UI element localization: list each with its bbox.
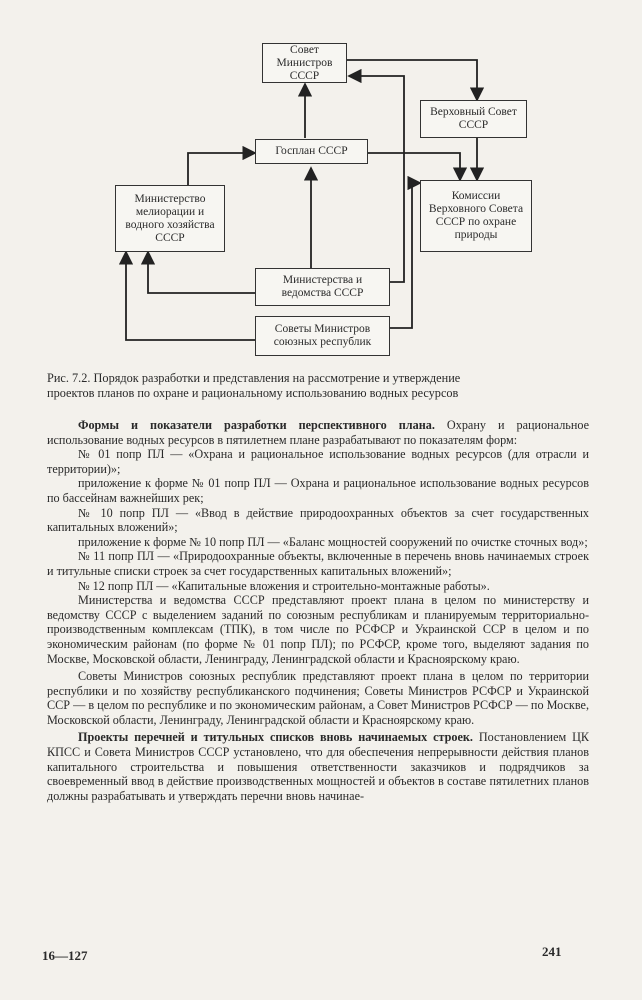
paragraph-projects bbox=[47, 730, 589, 803]
caption-line-2: проектов планов по охране и рациональному использованию водных ресурсов bbox=[47, 386, 459, 400]
arrow-council-to-supreme bbox=[347, 60, 477, 100]
arrow-councils-rep-to-council bbox=[390, 183, 412, 328]
caption-line-1: Рис. 7.2. Порядок разработки и представления на рассмотрение и утверждение bbox=[47, 371, 461, 385]
node-gosplan: Госплан СССР bbox=[255, 139, 368, 164]
paragraph-ministries: Министерства и ведомства СССР представляют проект плана в целом по министерству и ведомству СССР с выделением заданий по союзным республикам и планируемым территориально-производственным комплексам (ТПК), в том числе по РСФСР и Украинской ССР в целом и по экономическим районам (по форме № 01 попр ПЛ); по РСФСР, кроме того, выделяют задания по Москве, Московской области, Ленинграду, Ленинградской области и Красноярскому краю. bbox=[47, 593, 589, 666]
signature-mark: 16—127 bbox=[42, 948, 88, 963]
paragraph-councils: Советы Министров союзных республик представляют проект плана в целом по территории республики и по хозяйству республиканского подчинения; Советы Министров РСФСР и Украинской ССР — в целом по республике и по экономическим районам, а Совет Министров РСФСР — по Москве, Московской области, Ленинграду, Ленинградской области и Красноярскому краю. bbox=[47, 669, 589, 727]
node-council-of-ministers: Совет Министров СССР bbox=[262, 43, 347, 83]
node-supreme-soviet: Верховный Совет СССР bbox=[420, 100, 527, 138]
node-councils-republics: Советы Министров союзных республик bbox=[255, 316, 390, 356]
arrow-ministries-to-ministry-water bbox=[148, 252, 255, 293]
node-ministry-water: Министерство мелиорации и водного хозяйства СССР bbox=[115, 185, 225, 252]
paragraph-form-01: № 01 попр ПЛ — «Охрана и рациональное использование водных ресурсов (для отрасли и территории)»; bbox=[47, 447, 589, 476]
page-number: 241 bbox=[542, 944, 562, 959]
paragraph-projects-text: Постановлением ЦК КПСС и Совета Министров СССР установлено, что для обеспечения непрерывности действия планов капитального строительства и повышения ответственности заказчиков и подрядчиков за своевременный ввод в действие производственных мощностей и объектов в составе пятилетних планов должны разрабатывать и утверждать перечни вновь начинае- bbox=[47, 730, 590, 803]
paragraph-forms-text: Охрану и рациональное использование водных ресурсов в пятилетнем плане разрабатывают по показателям форм: bbox=[47, 418, 590, 447]
paragraph-form-11: № 11 попр ПЛ — «Природоохранные объекты, включенные в перечень вновь начинаемых строек и титульные списки строек за счет государственных капитальных вложений»; bbox=[47, 549, 589, 578]
arrow-gosplan-to-commissions bbox=[368, 153, 460, 180]
node-ministries: Министерства и ведомства СССР bbox=[255, 268, 390, 306]
paragraph-form-10-appendix: приложение к форме № 10 попр ПЛ — «Баланс мощностей сооружений по очистке сточных вод»; bbox=[78, 534, 588, 549]
arrow-councils-rep-to-ministry-water bbox=[126, 252, 255, 340]
arrow-ministries-to-council bbox=[349, 76, 404, 282]
paragraph-forms-intro bbox=[47, 418, 589, 447]
figure-caption bbox=[47, 371, 597, 401]
node-commissions: Комиссии Верховного Совета СССР по охране природы bbox=[420, 180, 532, 252]
paragraph-form-01-appendix: приложение к форме № 01 попр ПЛ — Охрана и рациональное использование водных ресурсов по бассейнам важнейших рек; bbox=[47, 476, 589, 505]
body-text bbox=[47, 418, 589, 803]
heading-projects: Проекты перечней и титульных списков вновь начинаемых строек. bbox=[78, 730, 473, 745]
arrow-ministry-water-to-gosplan bbox=[188, 153, 255, 185]
heading-forms: Формы и показатели разработки перспективного плана. bbox=[78, 418, 435, 432]
paragraph-form-12: № 12 попр ПЛ — «Капитальные вложения и строительно-монтажные работы». bbox=[78, 578, 490, 593]
paragraph-form-10: № 10 попр ПЛ — «Ввод в действие природоохранных объектов за счет государственных капитальных вложений»; bbox=[47, 505, 589, 535]
